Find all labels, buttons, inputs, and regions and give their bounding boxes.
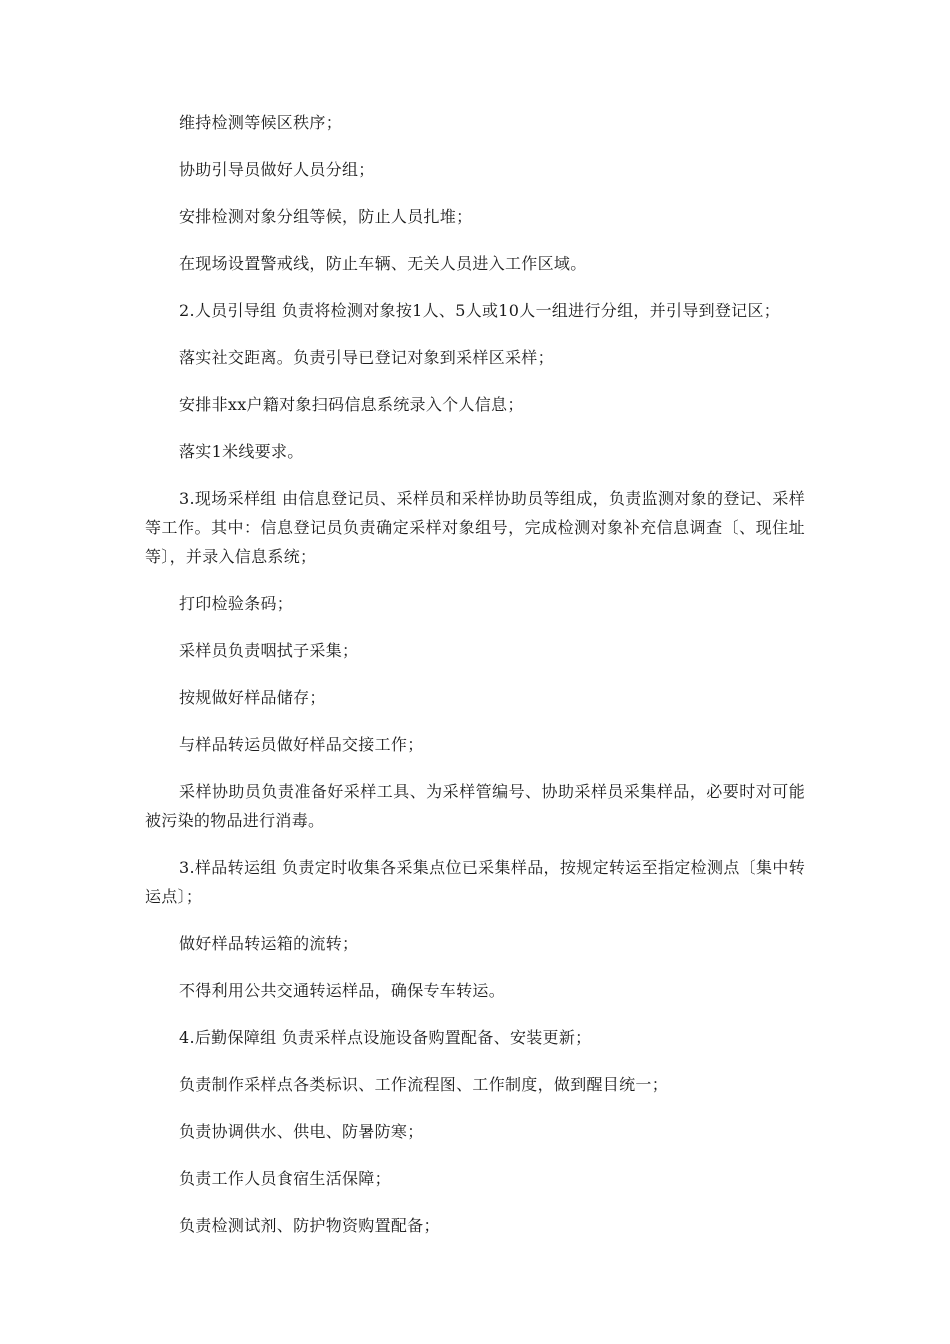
paragraph-21: 负责工作人员食宿生活保障；: [179, 1169, 391, 1188]
paragraph-6: 落实社交距离。负责引导已登记对象到采样区采样；: [179, 348, 554, 367]
document-page: [145, 108, 805, 1258]
paragraph-9: 3.现场采样组 由信息登记员、采样员和采样协助员等组成，负责监测对象的登记、采样等工作。其中：信息登记员负责确定采样对象组号，完成检测对象补充信息调查〔、现住址等〕，并录入信息系统；: [145, 489, 805, 566]
paragraph-8: 落实1米线要求。: [179, 442, 304, 461]
paragraph-12: 按规做好样品储存；: [179, 688, 326, 707]
paragraph-5: 2.人员引导组 负责将检测对象按1人、5人或10人一组进行分组，并引导到登记区；: [179, 301, 781, 320]
paragraph-4: 在现场设置警戒线，防止车辆、无关人员进入工作区域。: [179, 254, 587, 273]
paragraph-2: 协助引导员做好人员分组；: [179, 160, 375, 179]
paragraph-3: 安排检测对象分组等候，防止人员扎堆；: [179, 207, 473, 226]
paragraph-14: 采样协助员负责准备好采样工具、为采样管编号、协助采样员采集样品，必要时对可能被污染的物品进行消毒。: [145, 782, 805, 830]
paragraph-15: 3.样品转运组 负责定时收集各采集点位已采集样品，按规定转运至指定检测点〔集中转运点〕；: [145, 858, 805, 906]
paragraph-13: 与样品转运员做好样品交接工作；: [179, 735, 424, 754]
paragraph-18: 4.后勤保障组 负责采样点设施设备购置配备、安装更新；: [179, 1028, 592, 1047]
paragraph-10: 打印检验条码；: [179, 594, 294, 613]
paragraph-17: 不得利用公共交通转运样品，确保专车转运。: [179, 981, 506, 1000]
paragraph-1: 维持检测等候区秩序；: [179, 113, 343, 132]
paragraph-22: 负责检测试剂、防护物资购置配备；: [179, 1216, 440, 1235]
paragraph-16: 做好样品转运箱的流转；: [179, 934, 359, 953]
paragraph-7: 安排非xx户籍对象扫码信息系统录入个人信息；: [179, 395, 524, 414]
paragraph-11: 采样员负责咽拭子采集；: [179, 641, 359, 660]
paragraph-19: 负责制作采样点各类标识、工作流程图、工作制度，做到醒目统一；: [179, 1075, 669, 1094]
paragraph-20: 负责协调供水、供电、防暑防寒；: [179, 1122, 424, 1141]
